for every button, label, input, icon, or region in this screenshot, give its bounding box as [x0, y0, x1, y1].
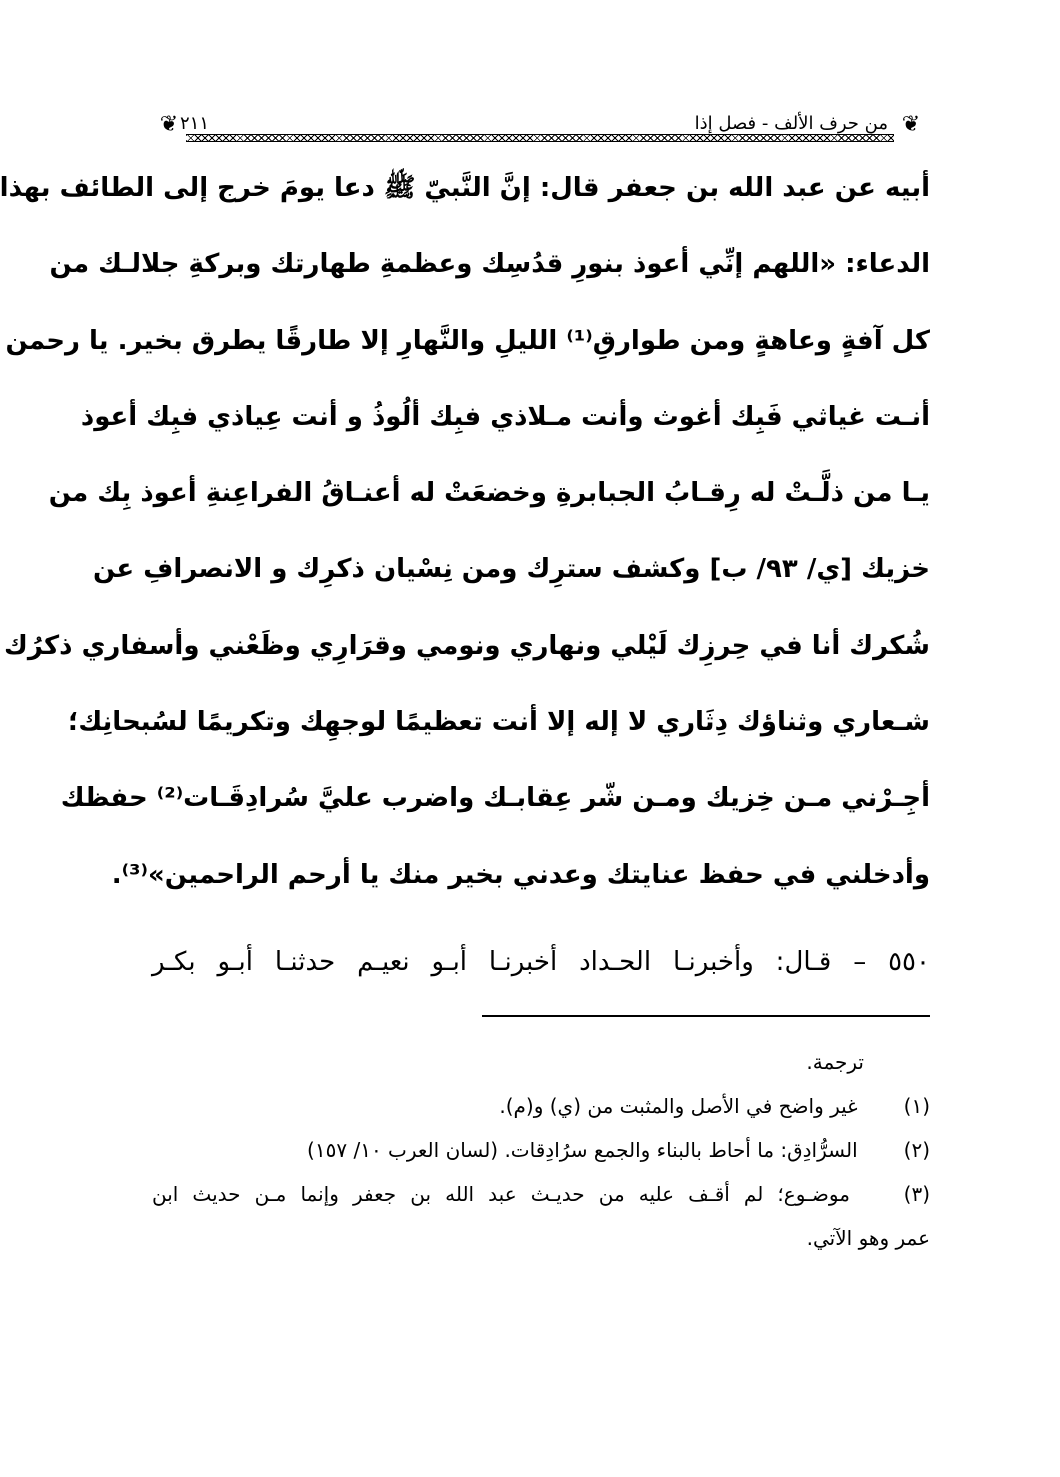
- footnote-text: موضـوع؛ لم أقـف عليه من حديـث عبد الله بن جعفر وإنما مـن حديث ابن: [152, 1182, 850, 1206]
- ornament-icon: ❦: [159, 112, 179, 137]
- text-line: أبيه عن عبد الله بن جعفر قال: إنَّ النَّبيّ ﷺ دعا يومَ خرج إلى الطائف بهذا: [0, 173, 930, 203]
- footnote-3-continued: عمر وهو الآتي.: [806, 1226, 930, 1250]
- footnote-number: (٣): [903, 1182, 931, 1206]
- header-rule: [186, 134, 894, 142]
- hadith-entry-550: ٥٥٠ – قـال: وأخبرنـا الحـداد أخبرنـا أبـو نعيـم حدثنـا أبـو بكـر: [152, 947, 930, 977]
- footnote-carry-over: ترجمة.: [806, 1050, 864, 1074]
- text-line: كل آفةٍ وعاهةٍ ومن طوارقِ⁽¹⁾ الليلِ والنَّهارِ إلا طارقًا يطرق بخير. يا رحمن: [5, 325, 930, 356]
- footnote-number: (٢): [903, 1138, 930, 1162]
- footnote-number: (١): [903, 1094, 930, 1118]
- footnote-1: [152, 1084, 930, 1128]
- text-line: وأدخلني في حفظ عنايتك وعدني بخير منك يا أرحم الراحمين»⁽³⁾.: [111, 859, 930, 890]
- main-text: [0, 150, 930, 913]
- footnote-text: غير واضح في الأصل والمثبت من (ي) و(م).: [499, 1094, 858, 1118]
- ornament-icon: ❦: [901, 112, 921, 137]
- text-line: شـعاري وثناؤك دِثَاري لا إله إلا أنت تعظيمًا لوجهِك وتكريمًا لسُبحانِك؛: [67, 707, 930, 738]
- text-line: خزيك [ي/ ٩٣/ ب] وكشف سترِك ومن نِسْيان ذكرِك و الانصرافِ عن: [93, 554, 930, 585]
- running-header: [150, 108, 930, 142]
- text-line: الدعاء: «اللهم إنِّي أعوذ بنورِ قدُسِك وعظمةِ طهارتك وبركةِ جلالـك من: [49, 249, 930, 280]
- footnote-2: [152, 1128, 930, 1172]
- footnote-separator: [482, 1015, 930, 1017]
- text-line: أنـت غياثي فَبِك أغوث وأنت مـلاذي فبِك ألُوذُ و أنت عِياذي فبِك أعوذ: [80, 401, 930, 432]
- text-line: أجِـرْني مـن خِزيك ومـن شّر عِقابـك واضرب عليَّ سُرادِقَـات⁽²⁾ حفظك: [60, 783, 930, 814]
- text-line: شُكرك أنا في حِرزِك لَيْلي ونهاري ونومي وقرَارِي وظَعْني وأسفاري ذكرُك: [4, 630, 930, 661]
- text-line: يـا من ذلَّـتْ له رِقـابُ الجبابرةِ وخضعَتْ له أعنـاقُ الفراعِنةِ أعوذ بِك من: [48, 478, 930, 509]
- page-number: ٢١١: [180, 113, 210, 134]
- footnote-3: [152, 1172, 930, 1216]
- footnote-text: السرُّادِق: ما أحاط بالبناء والجمع سرُادِقات. (لسان العرب ١٠/ ١٥٧): [307, 1138, 858, 1162]
- running-title: من حرف الألف - فصل إذا: [694, 113, 888, 134]
- footnotes: [152, 1040, 930, 1260]
